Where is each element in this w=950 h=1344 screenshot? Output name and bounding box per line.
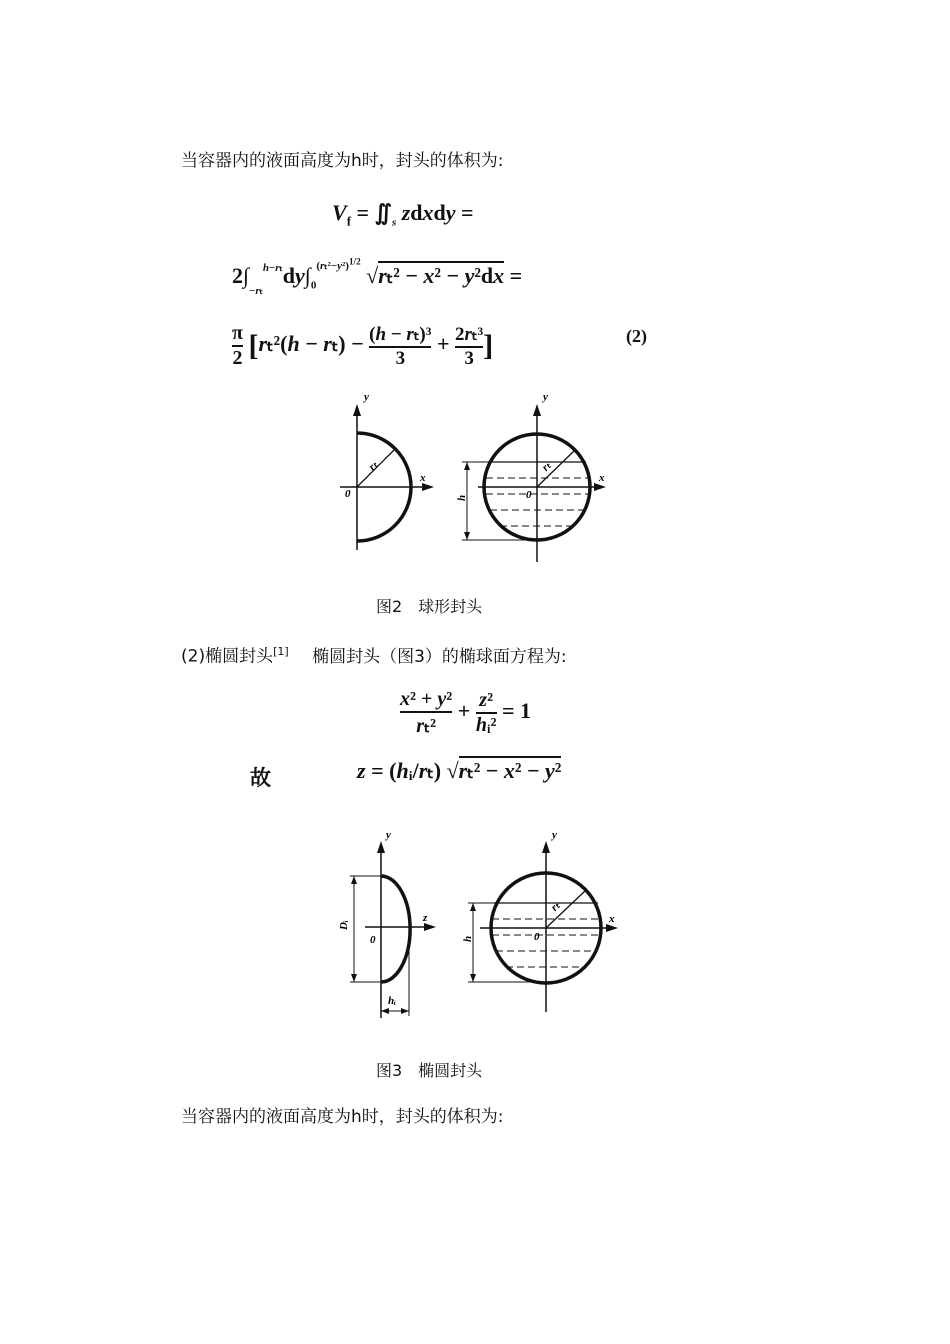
fig2-right-x-label: x (599, 472, 605, 484)
fig3-di-arrow-top (351, 876, 357, 884)
fig2-right-x-arrow (594, 483, 606, 491)
fig3-h-label: h (462, 935, 474, 942)
fig3-right-rt-label: rₜ (548, 899, 563, 914)
fig2-left-origin-label: 0 (345, 488, 351, 500)
z-equation: z = (hᵢ/rₜ) √rₜ² − x² − y² (357, 758, 562, 783)
fig3-circle-diagram (462, 829, 618, 1012)
equation-number: (2) (626, 326, 647, 346)
fig2-left-rt-label: rₜ (366, 459, 381, 474)
fig3-hi-label: hᵢ (388, 995, 396, 1007)
fig3-left-origin-label: 0 (370, 934, 376, 946)
fig3-di-arrow-bottom (351, 974, 357, 982)
fig2-h-arrow-bottom (464, 532, 470, 540)
fig3-right-x-label: x (609, 913, 615, 925)
fig3-left-z-arrow (424, 923, 436, 931)
fig3-hi-arrow-right (401, 1008, 409, 1014)
fig2-left-y-arrow (353, 404, 361, 416)
equation-line-1: $V_f$ = $∬_s$ zdxdy = (332, 200, 474, 229)
fig3-ellipse-arc (381, 876, 410, 982)
figure2-caption: 图2 球形封头 (376, 597, 483, 616)
fig2-circle-diagram (456, 391, 606, 562)
fig3-di-label: Dᵢ (338, 920, 350, 930)
fig3-left-y-arrow (377, 841, 385, 853)
fig2-left-x-arrow (422, 483, 434, 491)
fig2-right-y-label: y (543, 391, 548, 403)
fig2-left-x-label: x (420, 472, 426, 484)
fig3-right-x-arrow (606, 924, 618, 932)
fig2-right-y-arrow (533, 404, 541, 416)
equation-line-2: $2\int_{-r_t}^{h-r_t}dy\int_0^{(r_t^2-y^2)^{1/2}}$ √rₜ² − x² − y²dx = (232, 256, 523, 298)
fig2-h-label: h (456, 494, 468, 501)
fig3-h-arrow-bottom (470, 974, 476, 982)
fig3-hi-arrow-left (381, 1008, 389, 1014)
therefore-word: 故 (250, 766, 271, 790)
figure3-caption: 图3 椭圆封头 (376, 1061, 483, 1080)
fig3-ellipse-head-diagram (338, 829, 436, 1018)
ellipse-heading-paragraph (181, 641, 567, 668)
fig2-h-arrow-top (464, 462, 470, 470)
fig3-right-origin-label: 0 (534, 931, 540, 943)
equation-line-3: $\frac{\pi}{2}$ [rₜ²(h − rₜ) − $\frac{\text{(h − rₜ)³}}{3}$ + $\frac{\text{2rₜ³}}{3}$ ] (232, 322, 494, 369)
fig3-h-arrow-top (470, 903, 476, 911)
ellipse-heading-label: (2)椭圆封头 (181, 646, 274, 667)
fig3-left-y-label: y (386, 829, 391, 841)
fig3-right-y-arrow (542, 841, 550, 853)
ellipsoid-equation: $\frac{\text{x² + y²}}{\text{rₜ²}}$ + $\frac{\text{z²}}{\text{hᵢ²}}$ = 1 (400, 688, 532, 737)
fig2-left-y-label: y (364, 391, 369, 403)
fig2-right-rt-label: rₜ (539, 459, 554, 474)
fig3-left-z-label: z (423, 912, 428, 924)
fig2-right-origin-label: 0 (526, 489, 532, 501)
fig3-right-y-label: y (552, 829, 557, 841)
closing-paragraph: 当容器内的液面高度为h时，封头的体积为: (181, 1107, 504, 1127)
ellipse-heading-text: 椭圆封头（图3）的椭球面方程为: (312, 646, 567, 667)
intro-paragraph: 当容器内的液面高度为h时，封头的体积为: (181, 151, 504, 171)
fig2-hemisphere-diagram (340, 391, 434, 550)
ellipse-reference: [1] (273, 645, 289, 658)
